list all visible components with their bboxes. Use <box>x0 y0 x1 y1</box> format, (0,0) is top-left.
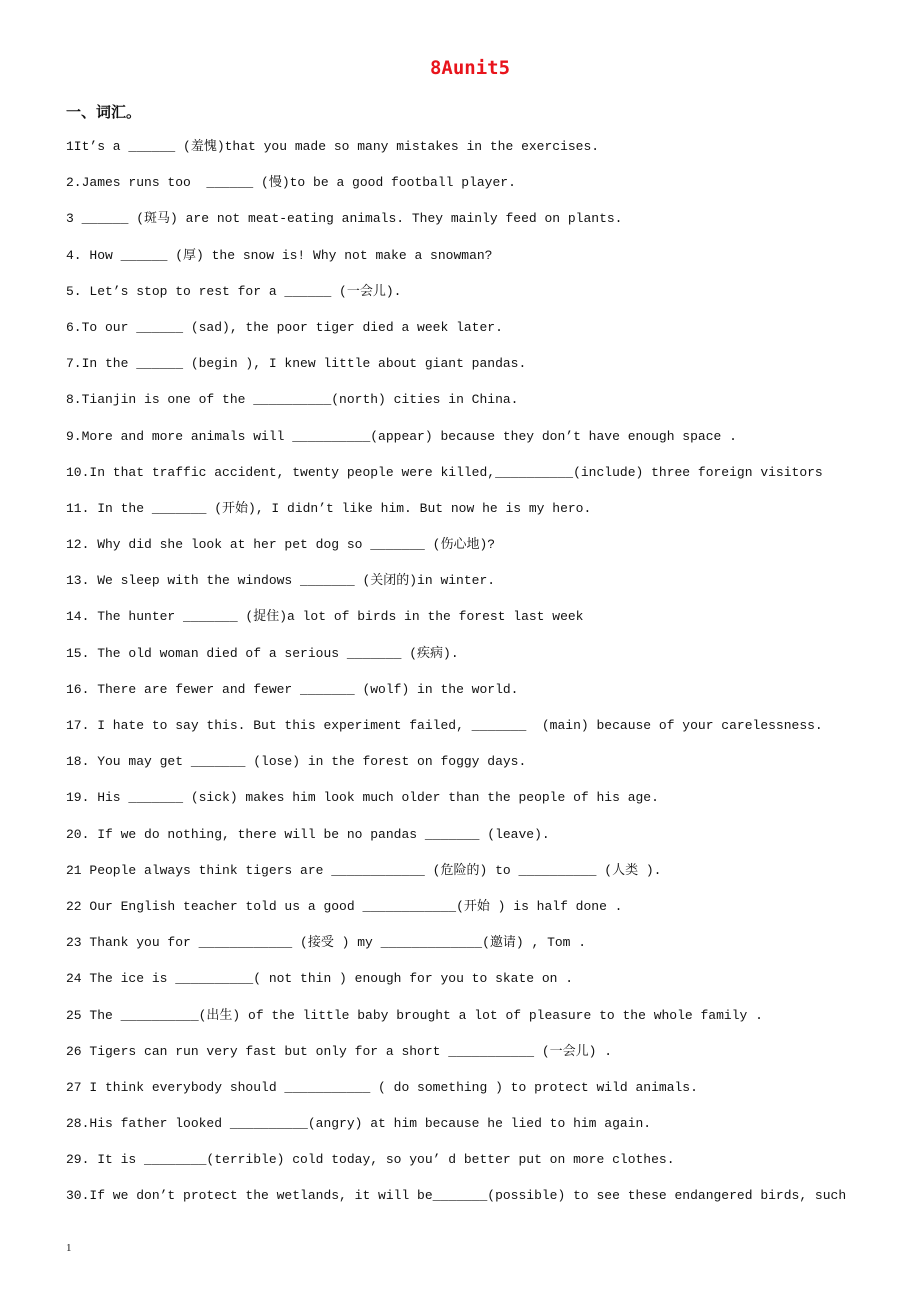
exercise-item: 11. In the _______ (开始), I didn’t like him. But now he is my hero. <box>66 500 592 516</box>
exercise-item: 19. His _______ (sick) makes him look much older than the people of his age. <box>66 790 659 806</box>
exercise-item: 26 Tigers can run very fast but only for a short ___________ (一会儿) . <box>66 1043 613 1059</box>
exercise-item: 18. You may get _______ (lose) in the forest on foggy days. <box>66 754 527 770</box>
exercise-item: 12. Why did she look at her pet dog so _______ (伤心地)? <box>66 537 496 553</box>
exercise-item: 22 Our English teacher told us a good ____________(开始 ) is half done . <box>66 898 623 914</box>
exercise-item: 28.His father looked __________(angry) at him because he lied to him again. <box>66 1116 652 1132</box>
exercise-item: 3 ______ (斑马) are not meat-eating animals. They mainly feed on plants. <box>66 211 623 227</box>
page-number: 1 <box>66 1242 72 1254</box>
exercise-item: 29. It is ________(terrible) cold today, so you’ d better put on more clothes. <box>66 1152 675 1168</box>
exercise-list <box>66 129 846 1215</box>
exercise-item: 9.More and more animals will __________(appear) because they don’t have enough space . <box>66 428 737 444</box>
exercise-item: 4. How ______ (厚) the snow is! Why not make a snowman? <box>66 247 493 263</box>
section-heading: 一、词汇。 <box>66 103 142 121</box>
exercise-item: 16. There are fewer and fewer _______ (wolf) in the world. <box>66 681 519 697</box>
exercise-item: 5. Let’s stop to rest for a ______ (一会儿). <box>66 283 402 299</box>
exercise-item: 27 I think everybody should ___________ ( do something ) to protect wild animals. <box>66 1079 698 1095</box>
exercise-item: 17. I hate to say this. But this experiment failed, _______ (main) because of your carelessness. <box>66 718 823 733</box>
exercise-item: 20. If we do nothing, there will be no pandas _______ (leave). <box>66 826 550 842</box>
exercise-item: 6.To our ______ (sad), the poor tiger died a week later. <box>66 319 503 335</box>
exercise-item: 21 People always think tigers are ____________ (危险的) to __________ (人类 ). <box>66 862 662 878</box>
exercise-item: 13. We sleep with the windows _______ (关闭的)in winter. <box>66 573 496 589</box>
exercise-item: 10.In that traffic accident, twenty people were killed,__________(include) three foreign visitors <box>66 464 823 480</box>
exercise-item: 30.If we don’t protect the wetlands, it will be_______(possible) to see these endangered birds, such <box>66 1188 847 1204</box>
exercise-item: 1It’s a ______ (羞愧)that you made so many mistakes in the exercises. <box>66 139 600 154</box>
exercise-item: 15. The old woman died of a serious _______ (疾病). <box>66 645 459 661</box>
exercise-item: 7.In the ______ (begin ), I knew little about giant pandas. <box>66 356 527 372</box>
exercise-item: 14. The hunter _______ (捉住)a lot of birds in the forest last week <box>66 609 584 625</box>
exercise-item: 24 The ice is __________( not thin ) enough for you to skate on . <box>66 971 574 987</box>
exercise-item: 23 Thank you for ____________ (接受 ) my _____________(邀请) , Tom . <box>66 935 587 951</box>
exercise-item: 25 The __________(出生) of the little baby brought a lot of pleasure to the whole family . <box>66 1007 763 1023</box>
document-title: 8Aunit5 <box>429 57 511 79</box>
exercise-item: 2.James runs too ______ (慢)to be a good football player. <box>66 175 516 191</box>
exercise-item: 8.Tianjin is one of the __________(north) cities in China. <box>66 392 519 408</box>
